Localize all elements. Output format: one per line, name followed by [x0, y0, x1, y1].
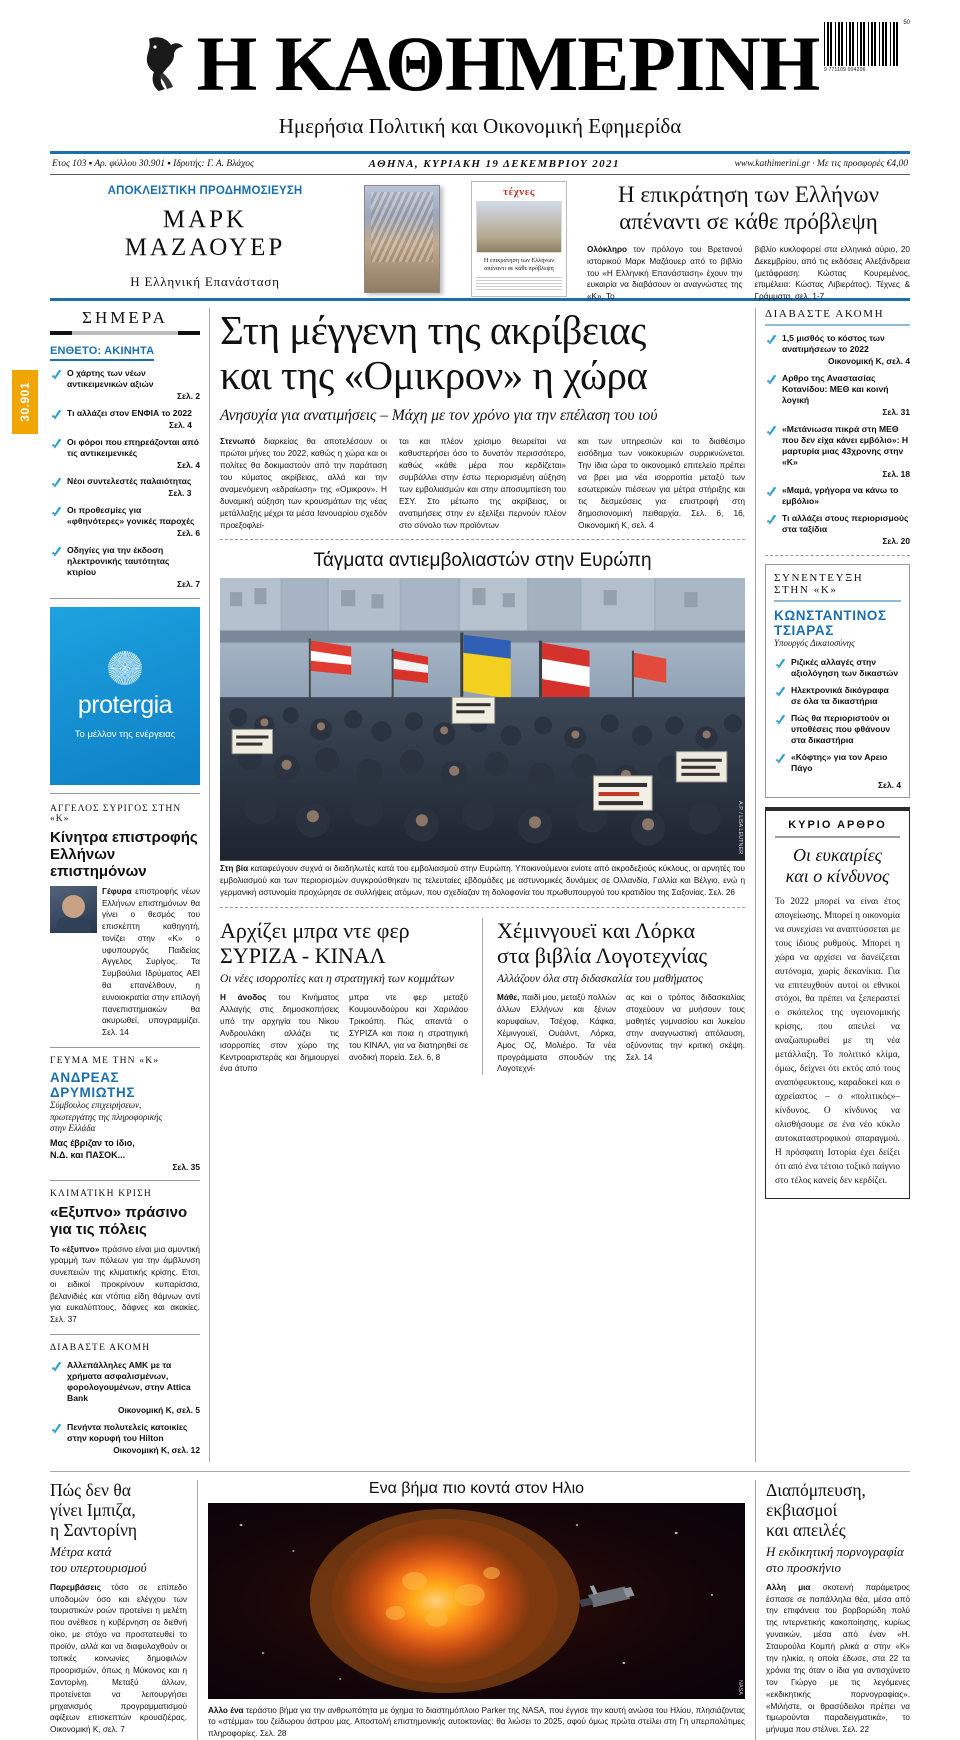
list-item[interactable]: [50, 1422, 200, 1456]
list-item[interactable]: [765, 513, 910, 547]
lunch-quote-line1: Μας έβριζαν το ίδιο,: [50, 1138, 135, 1148]
item-page: Σελ. 7: [177, 578, 200, 589]
list-item-text: [782, 333, 910, 367]
promo-author: [50, 206, 360, 262]
bl-body: τόσο σε επίπεδο υποδομών όσο και ελέγχου των τουριστικών ροών προτείνει η μελέτη που ανέθεσε η κυβέρνηση σε διεθνή οίκο, με στόχο να προστατευθεί το προϊόν, αλλά και να διαφυλαχθούν οι τοπικές κοινωνίες δημοφιλών προορισμών, όπως η Μύκονος και η Σαντορίνη. Μεταξύ άλλων, προτείνεται να λειτουργήσει μηχανισμός προγραμματισμού αφίξεων επισκεπτών κρουαζιέρας. Οικονομική Κ, σελ. 7: [50, 1582, 187, 1735]
syrigos-text-body: επιστροφής νέων Ελλήνων επιστημόνων θα γίνει ο θεσμός του επισκέπτη καθηγητή, τονίζει στην «Κ» ο υφυπουργός Παιδείας Αγγελος Συρίγος. Τα Συμβούλια Ιδρύματος ΑΕΙ θα επανέλθουν, η ευνοιοκρατία στην επιλογή πανεπιστημιακών θα ακυρωθεί, υπογραμμίζει. Σελ. 14: [102, 885, 200, 1038]
br-body: σκοτεινή παράμετρος έσπασε σε παπάλληλα θέα, μέσα από την επιφάνεια του βορβορώδη πολύ της ιντερνετικής κακοποίησης, κυρίως γυναικών, μέσα από έναν «Η. Σταυρούλα Κομπή ρλικά α στην «Κ» την ηλικία, η οποία έδωσε, στα 22 τα χρόνια της όταν ο ίδια για αντισχύνετο τον Γιώργο με τις λεγόμενες «εκδικητικής πορνογραφίας». «Μιλήστε, οι θρασύδειλοι πρέπει να τιμωρούνται παραδειγματικά», το μήνυμα που στέλνει. Σελ. 22: [766, 1582, 910, 1735]
list-item[interactable]: [50, 1360, 200, 1416]
list-item-text: [782, 513, 910, 547]
sun-photo[interactable]: [208, 1503, 745, 1699]
bottom-right-text: [766, 1582, 910, 1737]
promo-columns: [587, 244, 910, 302]
right-more-list: [765, 333, 910, 547]
masthead-infobar: [50, 154, 910, 175]
check-icon: [50, 1361, 63, 1374]
promo-author-line1: ΜΑΡΚ: [162, 206, 248, 233]
list-item[interactable]: [765, 424, 910, 480]
article-col2: ας και ο τρόπος διδασκαλίας στοχεύουν να μυήσουν τους μαθητές γυμνασίου και λυκείου στην αναγνωστική απόλαυση, οξύνοντας την κριτική σκέψη. Σελ. 14: [626, 993, 745, 1062]
item-label: Οδηγίες για την έκδοση ηλεκτρονικής ταυτότητας κτιρίου: [67, 544, 170, 577]
divider: [774, 600, 901, 602]
interview-points: [774, 657, 901, 774]
item-page: Σελ. 4: [177, 459, 200, 470]
check-icon: [774, 686, 787, 699]
article-headline-line2: ΣΥΡΙΖΑ - ΚΙΝΑΛ: [220, 943, 386, 969]
article-col1-text: του Κινήματος Αλλαγής στις δημοσκοπήσεις υπό την αρχηγία του Νίκου Ανδρουλάκη αλλάζει τις ισορροπίες στον χώρο της Κεντροαριστεράς και δημιουργεί ένα άτυπο: [220, 993, 339, 1074]
lunch-role-line1: Σύμβουλος επιχειρήσεων,: [50, 1099, 142, 1110]
item-page: Σελ. 4: [168, 419, 192, 430]
avatar: [50, 886, 97, 933]
barcode: [824, 22, 910, 78]
divider: [775, 836, 900, 838]
br-headline-line3: και απειλές: [766, 1520, 846, 1541]
check-icon: [50, 477, 63, 490]
article-subhead: Αλλάζουν όλα στη διδασκαλία του μαθήματος: [497, 973, 703, 986]
list-item[interactable]: [774, 685, 901, 707]
divider: [50, 1180, 200, 1181]
interview-role: Υπουργός Δικαιοσύνης: [774, 638, 855, 648]
today-title: ΣΗΜΕΡΑ: [82, 308, 168, 327]
check-icon: [50, 409, 63, 422]
article-columns: [497, 992, 745, 1075]
barcode-number: 9 771109 004206: [824, 67, 866, 73]
list-item[interactable]: [50, 437, 200, 471]
promo-author-line2: ΜΑΖΑΟΥΕΡ: [124, 234, 286, 261]
syrigos-text: [102, 886, 200, 1039]
list-item-text: [67, 1360, 200, 1416]
list-item-text: [67, 476, 191, 499]
list-item-text: [67, 1422, 200, 1456]
insert-kicker[interactable]: ΕΝΘΕΤΟ: ΑΚΙΝΗΤΑ: [50, 345, 154, 361]
list-item[interactable]: [50, 505, 200, 539]
syrigos-headline-line2: Ελλήνων επιστημόνων: [50, 845, 147, 880]
main-headline-line2: και της «Ομικρον» η χώρα: [220, 352, 648, 399]
promo-text-block: [575, 181, 910, 301]
syrigos-headline-line1: Κίνητρα επιστροφής: [50, 828, 198, 846]
divider: [50, 1047, 200, 1048]
promo-col1: [587, 244, 743, 302]
syrigos-headline[interactable]: [50, 829, 200, 880]
article-syriza-kinal[interactable]: [220, 918, 468, 1075]
lunch-guest-role: [50, 1100, 200, 1135]
book-cover-image: [364, 185, 440, 293]
list-item-text: [67, 545, 200, 590]
list-item[interactable]: [765, 485, 910, 507]
item-label: Οι προθεσμίες για «φθηνότερες» γονικές παροχές: [67, 505, 195, 526]
list-item[interactable]: [50, 368, 200, 402]
bl-sub-line1: Μέτρα κατά: [50, 1544, 112, 1560]
list-item[interactable]: [774, 713, 901, 746]
left-more-list: [50, 1360, 200, 1456]
list-item[interactable]: [50, 408, 200, 431]
masthead-subtitle: Ημερήσια Πολιτική και Οικονομική Εφημερίδα: [278, 114, 682, 138]
promo-kicker: ΑΠΟΚΛΕΙΣΤΙΚΗ ΠΡΟΔΗΜΟΣΙΕΥΣΗ: [107, 185, 303, 197]
item-page: Σελ. 31: [882, 406, 910, 417]
article-lead: Μάθε,: [497, 993, 520, 1003]
editorial-headline-line2: και ο κίνδυνος: [785, 866, 890, 887]
article-literature[interactable]: [482, 918, 745, 1075]
article-headline: [220, 918, 468, 968]
protest-crowd-image: [220, 578, 745, 861]
lunch-guest-name[interactable]: ΑΝΔΡΕΑΣ ΔΡΥΜΙΩΤΗΣ: [50, 1069, 136, 1100]
lunch-role-line3: στην Ελλάδα: [50, 1123, 96, 1134]
right-more-title: ΔΙΑΒΑΣΤΕ ΑΚΟΜΗ: [765, 308, 885, 320]
interview-kicker: ΣΥΝΕΝΤΕΥΞΗ ΣΤΗΝ «Κ»: [774, 572, 864, 596]
left-more-title: ΔΙΑΒΑΣΤΕ ΑΚΟΜΗ: [50, 1343, 151, 1354]
bl-headline-line3: η Σαντορίνη: [50, 1520, 138, 1541]
ad-brand-name: protergia: [77, 691, 173, 719]
article-headline-line1: Χέμινγουεϊ και Λόρκα: [497, 917, 696, 943]
main-photo-caption: [220, 863, 745, 899]
article-columns: [220, 992, 468, 1075]
climate-body: πράσινο είναι μια αμυντική γραμμή των πόλεων για την άμβλυνση συνεπειών της κλιματικής κρίσης. Ετσι, οι ειδικοί προκρίνουν κυπαρίσσια, βελανιδιές και ντόπια είδη θάμνων αντί για ευκαλύπτους, δάφνες και ακακίες. Σελ. 37: [50, 1243, 200, 1325]
lunch-page: Σελ. 35: [172, 1162, 200, 1173]
promo-col1-text: τον πρόλογο του Βρετανού ιστορικού Μαρκ Μαζάουερ από το βιβλίο του «Η Ελληνική Επανάσταση» έχουν την ευκαιρία να διαβάσουν οι αναγνώστες της «Κ». Το: [587, 245, 743, 301]
item-label: Αρθρο της Αναστασίας Κοτανίδου: ΜΕΘ και κοινή λογική: [782, 372, 889, 405]
interview-box[interactable]: [765, 564, 910, 798]
body-grid: [50, 308, 910, 1462]
check-icon: [765, 486, 778, 499]
br-sub-line2: στο προσκήνιο: [766, 1560, 842, 1576]
climate-text: [50, 1244, 200, 1326]
divider: [765, 555, 910, 556]
sun-photo-credit: NASA: [737, 1679, 743, 1695]
list-item[interactable]: [765, 373, 910, 418]
promo-col1-lead: Ολόκληρο: [587, 245, 628, 255]
griffin-icon: [141, 33, 187, 95]
sidebar-left: [50, 308, 210, 1462]
issue-info: Ετος 103 ▪ Αρ. φύλλου 30.901 ▪ Ιδρυτής: Γ. Α. Βλάχος: [52, 159, 254, 169]
editorial-body: Το 2022 μπορεί να είναι έτος απογείωσης. Μπορεί η οικονομία να συνεχίσει να αναπτύσσεται με τους ίδιους ρυθμούς. Μπορεί η χώρα να αρχίσει να δανείζεται αυτόνομα, χωρίς δεκανίκια. Για να επιτευχθούν αυτοί οι εθνικοί στόχοι, θα πρέπει να ξεπεραστεί ο σκόπελος της υγειονομικής κρίσης, που απειλεί να αναζωπυρωθεί με τη νέα μετάλλαξη. Το πολιτικό κλίμα, όμως, δείχνει ότι εκτός από τους αναπόφευκτους, καραδοκεί και ο αχρείαστος – ο «πολιτικός»– κίνδυνος. Ο κίνδυνος να ολισθήσουμε σε ένα νέο κύκλο αυτοκαταστροφικού σπαραγμού. Η πρόσφατη Ιστορία έχει δείξει ότι από ένα τέτοιο τοξικό παίγνιο στο τέλος κανείς δεν κερδίζει.: [775, 896, 900, 1186]
editorial-box[interactable]: [765, 807, 910, 1199]
bottom-right-article[interactable]: [755, 1480, 910, 1740]
sun-story-title: Ενα βήμα πιο κοντά στον Ηλιο: [368, 1479, 585, 1497]
main-col2: ται και πλέον χρίσιμο θεωρείται να καθυστερήσει όσο το δυνατόν περισσότερο, καθώς «κάθε μέρα που κερδίζεται» συμβάλλει στην έστω περιορισμένη αύξηση των εμβολιασμών και στην αποσυμπίεση του ΕΣΥ. Στο μέτωπο της ακρίβειας, οι ανατιμήσεις στην εν εξελίξει περνούν πλέον στο σύνολο των προϊόντων: [399, 436, 566, 531]
lunch-quote-line2: Ν.Δ. και ΠΑΣΟΚ...: [50, 1149, 126, 1160]
br-headline-line1: Διαπόμπευση,: [766, 1479, 866, 1500]
promo-author-block: [50, 181, 360, 294]
insert-items-list: [50, 368, 200, 590]
check-icon: [50, 438, 63, 451]
promo-headline-line1: Η επικράτηση των Ελλήνων: [617, 182, 880, 207]
item-page: Οικονομική Κ, σελ. 4: [827, 356, 910, 366]
check-icon: [50, 506, 63, 519]
issue-date: ΑΘΗΝΑ, ΚΥΡΙΑΚΗ 19 ΔΕΚΕΜΒΡΙΟΥ 2021: [368, 158, 620, 170]
item-label: «Μαμά, γρήγορα να κάνω το εμβόλιο»: [782, 485, 899, 507]
item-label: Ο χάρτης των νέων αντικειμενικών αξιών: [67, 368, 154, 389]
item-label: Τι αλλάζει στους περιορισμούς στα ταξίδια: [782, 513, 909, 535]
article-col1: [220, 992, 339, 1075]
supplement-logo: τέχνες: [502, 186, 536, 198]
masthead: [50, 0, 910, 110]
main-col3: και των υπηρεσιών και το διαθέσιμο εισόδημα των νοικοκυριών συρρικνώνεται. Την ίδια ώρα το οικονομικό επιτελείο πρέπει να βρει μια νέα ισορροπία μεταξύ των εσωτερικών πιέσεων για μέτρα στήριξης και τις δεσμεύσεις για επιστροφή στη δημοσιονομική πειθαρχία. Σελ. 6, 16, Οικονομική Κ, σελ. 4: [578, 436, 745, 531]
list-item-text: Πώς θα περιοριστούν οι υποθέσεις που φθάνουν στα δικαστήρια: [791, 712, 891, 745]
photo-story-title: Τάγματα αντιεμβολιαστών στην Ευρώπη: [313, 550, 652, 572]
sun-caption-text: τεράστιο βήμα για την ανθρωπότητα με όχημα το διαστημόπλοιο Parker της NASA, που έγγισε την καυτή ανώσα του Ηλίου, πλησιάζοντας το «στέμμα» του ζείδωρου άστρου μας. Αποστολή επιστημονικής αυτοκτονίας: θα λιώσει το 2025, αφού όμως πρώτα στείλει στη Γη υπερπολύτιμες πληροφορίες. Σελ. 28: [208, 1705, 745, 1739]
bottom-left-subhead: [50, 1544, 187, 1575]
list-item[interactable]: [50, 545, 200, 590]
check-icon: [774, 658, 787, 671]
climate-kicker: ΚΛΙΜΑΤΙΚΗ ΚΡΙΣΗ: [50, 1189, 152, 1200]
masthead-logo: [141, 19, 820, 107]
advertisement-protergia[interactable]: [50, 607, 200, 785]
br-sub-line1: Η εκδικητική πορνογραφία: [766, 1544, 904, 1560]
article-headline-line2: στα βιβλία Λογοτεχνίας: [497, 943, 708, 969]
promo-book-title: Η Ελληνική Επανάσταση: [130, 274, 280, 289]
main-col1: [220, 435, 387, 531]
divider: [765, 324, 910, 326]
secondary-articles: [220, 918, 745, 1075]
item-label: Αλλεπάλληλες ΑΜΚ με τα χρήματα ασφαλισμένων, φορολογουμένων, στην Attica Bank: [67, 1360, 191, 1404]
divider: [220, 539, 745, 540]
syrigos-lead: Γέφυρα: [102, 885, 132, 896]
barcode-bars: [824, 22, 900, 66]
bl-headline-line2: γίνει Ιμπιζα,: [50, 1499, 136, 1520]
divider: [50, 793, 200, 794]
bottom-right-headline: [766, 1480, 910, 1541]
check-icon: [765, 514, 778, 527]
promo-book-cover: [360, 181, 465, 294]
editorial-kicker: ΚΥΡΙΟ ΑΡΘΡΟ: [788, 818, 887, 831]
list-item-text: Ριζικές αλλαγές στην αξιολόγηση των δικαστών: [791, 656, 899, 678]
check-icon: [50, 369, 63, 382]
list-item-text: [67, 368, 200, 402]
article-col1-text: παιδί μου, μεταξύ πολλών άλλων Ελλήνων και ξένων κορυφαίων, Τσέχοφ, Κάφκα, Χέμινγουεϊ, Ουάιλντ, Λόρκα, Αμος Οζ, Μολιέρο. Τα νέα προγράμματα σπουδών της Λογοτεχνί-: [497, 993, 616, 1074]
caption-text: καταφεύγουν συχνά οι διαδηλωτές κατά του εμβολιασμού στην Ευρώπη. Υποκινούμενοι ενίοτε από ακροδεξιούς κύκλους, οι αρνητές του εμβολιασμού και των περιορισμών συγκρούσθηκαν τις τελευταίες εβδομάδες με αστυνομικές δυνάμεις σε Ολλανδία, Γαλλία και Βέλγιο, ενώ η γερμανική αστυνομία προχώρησε σε συλλήψεις ατόμων, που σχεδίαζαν τη δολοφονία του πρωθυπουργού του κρατιδίου της Σαξονίας. Σελ. 26: [220, 864, 745, 898]
item-page: Οικονομική Κ, σελ. 12: [113, 1444, 200, 1455]
list-item-text: Ηλεκτρονικά δικόγραφα σε όλα τα δικαστήρια: [791, 684, 889, 706]
sidebar-right: [755, 308, 910, 1462]
article-col2: μπρα ντε φερ μεταξύ Κουμουνδούρου και Χαριλάου Τρικούπη. Πώς απαντά ο ΣΥΡΙΖΑ και ποια η στρατηγική του ΚΙΝΑΛ, για να διατηρηθεί σε ανοδική πορεία. Σελ. 6, 8: [349, 993, 468, 1062]
check-icon: [774, 714, 787, 727]
list-item-text: [782, 373, 910, 418]
supplement-text-lines: [476, 277, 562, 291]
bottom-middle-article[interactable]: [198, 1480, 755, 1740]
spine-number-text: 30.901: [18, 382, 32, 422]
list-item-text: «Κόφτης» για τον Αρειο Πάγο: [791, 751, 888, 773]
check-icon: [50, 546, 63, 559]
item-page: Σελ. 6: [177, 528, 200, 538]
list-item-text: [782, 485, 910, 507]
item-page: Σελ. 2: [177, 391, 200, 401]
list-item[interactable]: [774, 657, 901, 679]
bl-lead: Παρεμβάσεις: [50, 1582, 101, 1592]
lunch-quote: [50, 1138, 200, 1161]
bottom-strip: [50, 1471, 910, 1740]
main-content: [210, 308, 755, 1462]
list-item-text: [67, 437, 200, 471]
main-col1-text: διαρκείας θα αποτελέσουν οι πρώτοι μήνες του 2022, καθώς η χώρα και οι πολίτες θα δοκιμαστούν από την παράταση του κύματος ακρίβειας, αλλά και την αναμενόμενη «εδραίωση» της «Ομικρον». Η δυναμική αύξηση των κρουσμάτων της νέας μετάλλαξης μέχρι τα μέσα Ιανουαρίου σχεδόν προεξοφλεί-: [220, 436, 387, 531]
item-page: Οικονομική Κ, σελ. 5: [117, 1405, 200, 1416]
promo-headline: [587, 181, 910, 235]
supplement-picture: [476, 201, 562, 253]
sun-caption-lead: Αλλο ένα: [208, 1705, 244, 1715]
main-photo[interactable]: [220, 578, 745, 858]
main-subheadline: Ανησυχία για ανατιμήσεις – Μάχη με τον χρόνο για την επέλαση του ιού: [220, 407, 658, 425]
protergia-logo-icon: [108, 651, 142, 685]
divider: [50, 1334, 200, 1335]
br-lead: Αλλη μια: [766, 1582, 811, 1592]
sun-image: [208, 1503, 745, 1699]
syrigos-kicker: ΑΓΓΕΛΟΣ ΣΥΡΙΓΟΣ ΣΤΗΝ «Κ»: [50, 803, 182, 824]
lunch-role-line2: πρωτεργάτης της πληροφορικής: [50, 1111, 163, 1122]
main-headline-line1: Στη μέγγενη της ακρίβειας: [220, 307, 646, 353]
check-icon: [765, 425, 778, 438]
article-col1: [497, 992, 616, 1075]
climate-headline-line1: «Εξυπνο» πράσινο: [50, 1204, 188, 1222]
item-label: «Μετάνιωσα πικρά στη ΜΕΘ που δεν είχα κάνει εμβόλιο»: Η μαρτυρία μιας 43χρονης στην «Κ»: [782, 423, 909, 467]
list-item-text: [782, 424, 910, 480]
climate-headline-line2: για τις πόλεις: [50, 1221, 147, 1239]
editorial-headline: [775, 845, 900, 888]
promo-headline-line2: απέναντι σε κάθε πρόβλεψη: [619, 209, 878, 235]
item-page: Σελ. 20: [882, 536, 910, 547]
bottom-left-text: [50, 1582, 187, 1737]
item-page: Σελ. 18: [882, 468, 910, 479]
divider: [50, 598, 200, 599]
bl-sub-line2: του υπερτουρισμού: [50, 1560, 147, 1576]
check-icon: [765, 374, 778, 387]
check-icon: [774, 753, 787, 766]
item-page: Σελ. 3: [168, 488, 192, 499]
website-price: www.kathimerini.gr · Με τις προσφορές €4,00: [734, 159, 908, 169]
lunch-kicker: ΓΕΥΜΑ ΜΕ ΤΗΝ «Κ»: [50, 1055, 160, 1066]
interview-name: ΚΩΝΣΤΑΝΤΙΝΟΣ ΤΣΙΑΡΑΣ: [774, 608, 887, 638]
bl-headline-line1: Πώς δεν θα: [50, 1479, 131, 1500]
promo-col2: βιβλίο κυκλοφορεί στα ελληνικά αύριο, 20 Δεκεμβρίου, από τις εκδόσεις Αλεξάνδρεια (μετάφραση: Κώστας Κουρεμένος, επιμέλεια: Κώστας Λιβιεράτος). Τέχνες & Γράμματα, σελ. 1-7: [754, 245, 910, 301]
list-item[interactable]: [50, 476, 200, 499]
divider: [220, 907, 745, 908]
list-item[interactable]: [765, 333, 910, 367]
caption-lead: Στη βία: [220, 864, 249, 874]
climate-headline[interactable]: [50, 1204, 200, 1238]
bottom-left-headline: [50, 1480, 187, 1541]
article-lead: Η άνοδος: [220, 993, 267, 1003]
main-article-columns: [220, 435, 745, 531]
bottom-right-subhead: [766, 1544, 910, 1575]
spine-issue-number: [12, 370, 38, 434]
masthead-title: Η ΚΑΘΗΜΕΡΙΝΗ: [196, 19, 820, 107]
climate-lead: Το «έξυπνο»: [50, 1243, 100, 1254]
photo-credit: A.P. / LISA LEUTNER: [737, 801, 743, 855]
promo-supplement: [465, 181, 575, 294]
item-label: Νέοι συντελεστές παλαιότητας: [67, 476, 192, 487]
supplement-thumbnail: [471, 181, 567, 297]
sun-caption: [208, 1705, 745, 1740]
item-label: Πενήντα πολυτελείς κατοικίες στην κορυφή του Hilton: [67, 1421, 188, 1443]
main-col1-lead: Στενωπό: [220, 436, 256, 447]
list-item-text: [67, 505, 200, 539]
check-icon: [50, 1423, 63, 1436]
item-label: Οι φόροι που επηρεάζονται από τις αντικειμενικές: [67, 436, 200, 458]
today-rule: [50, 331, 200, 335]
item-label: 1,5 μισθός το κόστος των ανατιμήσεων το 2022: [782, 333, 885, 354]
ad-tagline: Το μέλλον της ενέργειας: [74, 729, 176, 740]
syrigos-body: [50, 886, 200, 1039]
bottom-left-article[interactable]: [50, 1480, 198, 1740]
supplement-headline: Η επικράτηση των Ελλήνων απέναντι σε κάθε πρόβλεψη: [483, 257, 555, 273]
barcode-top-label: 50: [903, 20, 910, 26]
list-item-text: [67, 408, 192, 431]
article-headline: [497, 918, 745, 968]
list-item[interactable]: [774, 752, 901, 774]
article-subhead: Οι νέες ισορροπίες και η στρατηγική των κομμάτων: [220, 973, 455, 986]
main-headline[interactable]: [220, 308, 745, 398]
editorial-headline-line1: Οι ευκαιρίες: [793, 844, 882, 865]
promo-strip[interactable]: [50, 181, 910, 301]
article-headline-line1: Αρχίζει μπρα ντε φερ: [220, 917, 410, 943]
check-icon: [765, 334, 778, 347]
interview-page: Σελ. 4: [878, 779, 901, 790]
br-headline-line2: εκβιασμοί: [766, 1499, 838, 1520]
item-label: Τι αλλάζει στον ΕΝΦΙΑ το 2022: [67, 407, 192, 418]
